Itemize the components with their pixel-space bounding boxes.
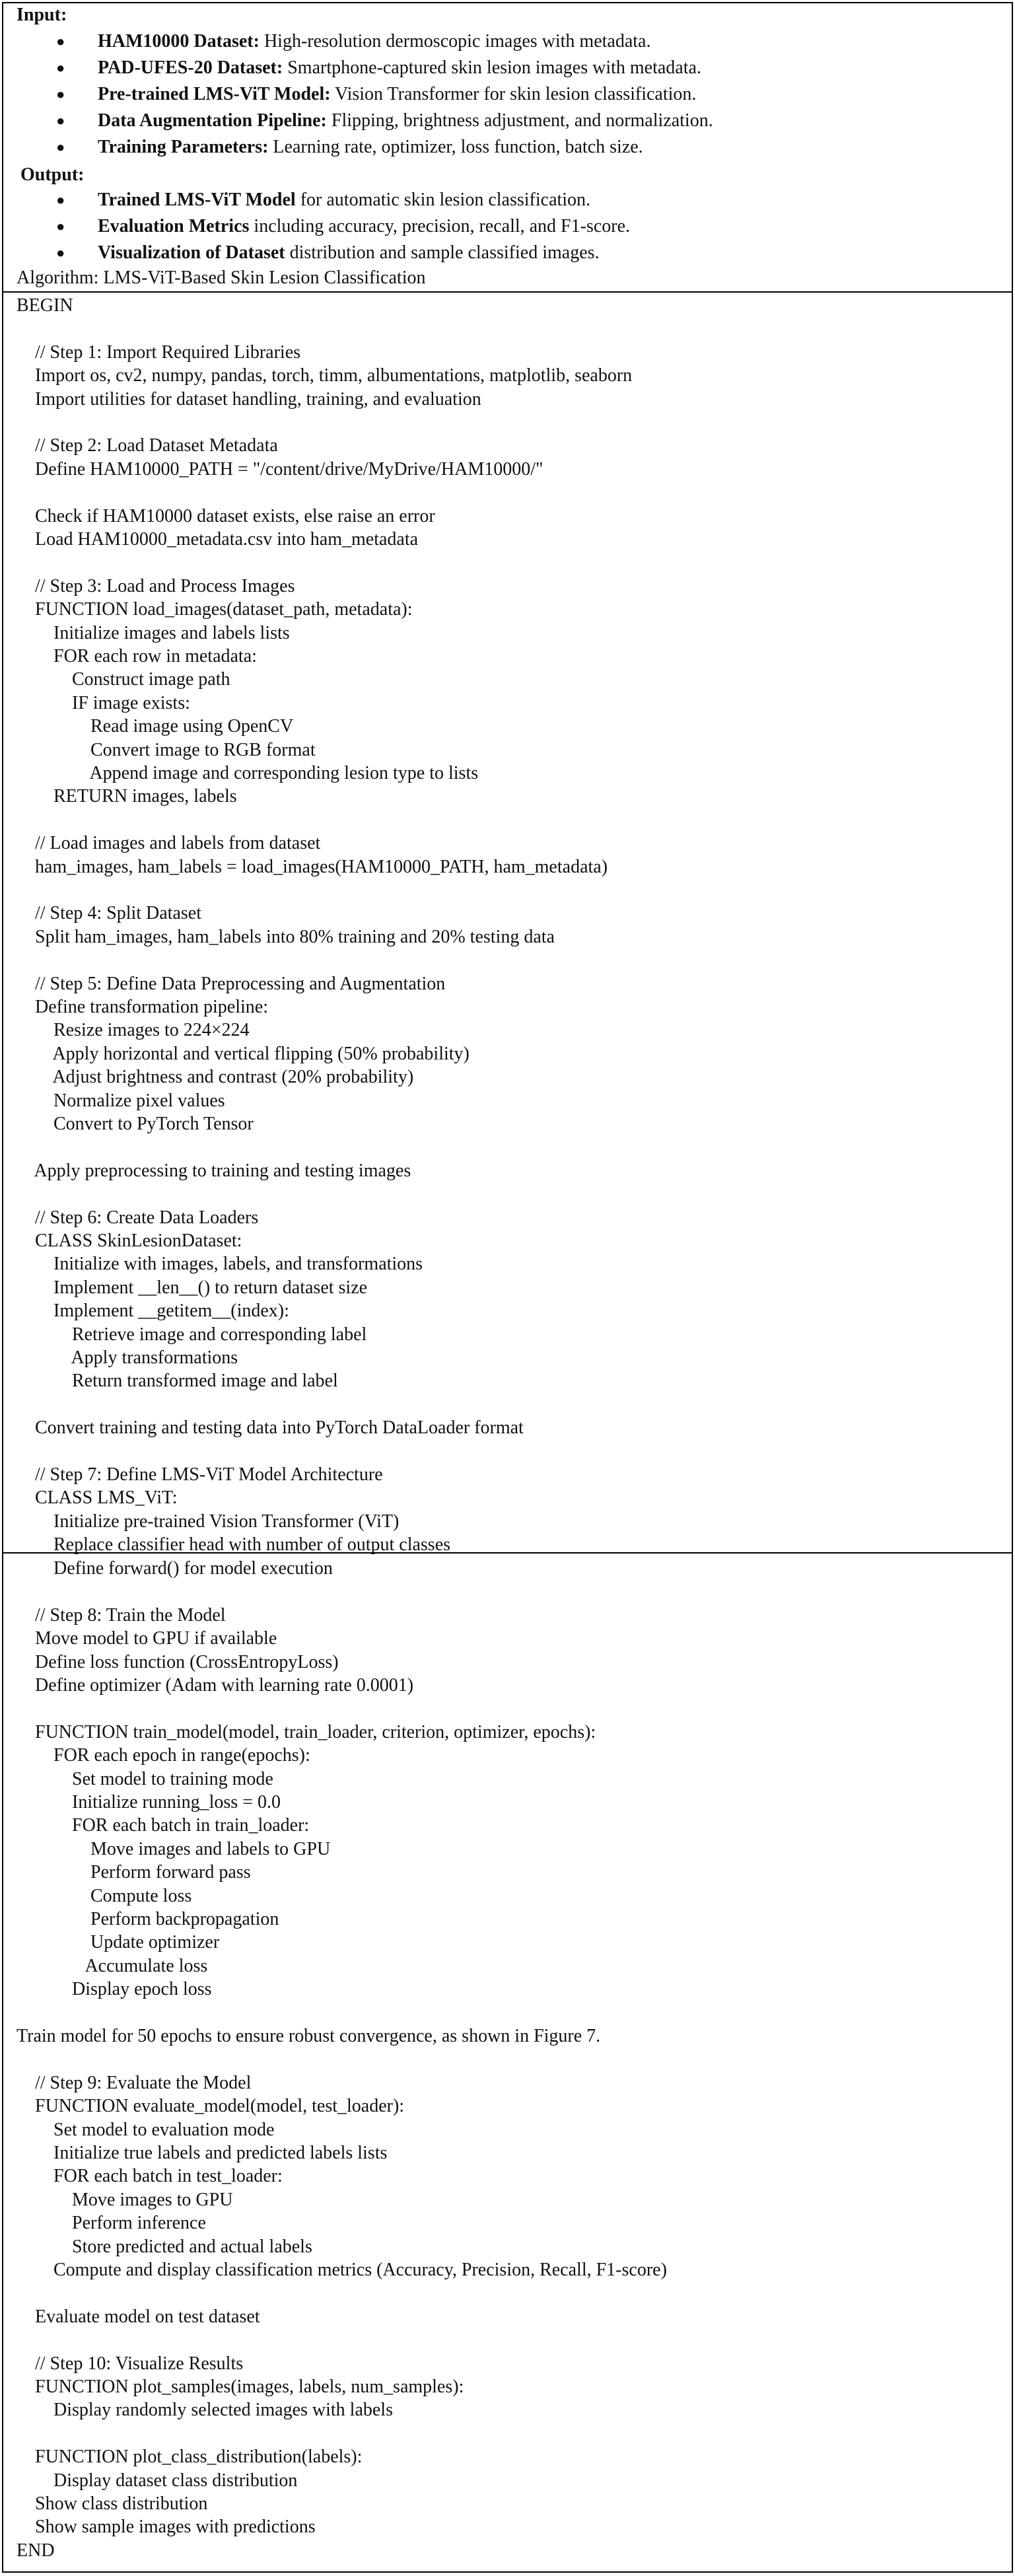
input-item-description: High-resolution dermoscopic images with metadata. — [259, 31, 651, 52]
code-line: Implement __len__() to return dataset size — [17, 1277, 368, 1298]
code-line: // Step 10: Visualize Results — [17, 2353, 244, 2374]
output-label: Output: — [20, 164, 85, 185]
code-line: Replace classifier head with number of output classes — [17, 1534, 451, 1556]
code-line: FOR each row in metadata: — [17, 646, 257, 666]
code-line: Convert training and testing data into PyTorch DataLoader format — [17, 1417, 524, 1439]
code-line: FUNCTION load_images(dataset_path, metadata): — [17, 599, 413, 620]
input-item — [98, 31, 650, 52]
bullet-icon: ● — [56, 33, 65, 50]
bullet-icon: ● — [56, 59, 65, 76]
input-item — [98, 137, 643, 158]
code-line: Define optimizer (Adam with learning rate 0.0001) — [17, 1675, 414, 1696]
output-item — [98, 242, 600, 264]
output-item-term: Visualization of Dataset — [98, 242, 285, 263]
code-line: Move images and labels to GPU — [17, 1838, 331, 1859]
code-line: // Step 1: Import Required Libraries — [17, 341, 301, 363]
code-line: Set model to evaluation mode — [17, 2119, 275, 2140]
code-line: Load HAM10000_metadata.csv into ham_metadata — [17, 529, 419, 550]
code-line: Update optimizer — [17, 1932, 220, 1953]
input-item — [98, 110, 713, 131]
code-line: Apply transformations — [17, 1347, 238, 1368]
input-item — [98, 84, 696, 105]
input-item-term: Training Parameters: — [98, 137, 269, 157]
code-line: Split ham_images, ham_labels into 80% training and 20% testing data — [17, 926, 555, 947]
code-line: Display epoch loss — [17, 1979, 212, 2000]
code-line: Initialize pre-trained Vision Transformer (ViT) — [17, 1511, 400, 1532]
bullet-icon: ● — [56, 192, 65, 208]
code-line: FOR each batch in test_loader: — [17, 2166, 283, 2187]
code-line: Import os, cv2, numpy, pandas, torch, timm, albumentations, matplotlib, seaborn — [17, 365, 633, 386]
code-line: END — [17, 2540, 55, 2561]
code-line: IF image exists: — [17, 692, 190, 713]
output-item — [98, 190, 590, 211]
code-line: Move model to GPU if available — [17, 1628, 277, 1649]
bullet-icon: ● — [56, 218, 65, 234]
input-item-description: Smartphone-captured skin lesion images with metadata. — [283, 57, 701, 78]
code-line: // Step 7: Define LMS-ViT Model Architecture — [17, 1464, 383, 1485]
code-line: FOR each batch in train_loader: — [17, 1815, 310, 1836]
bullet-icon: ● — [56, 139, 65, 155]
code-line: Normalize pixel values — [17, 1090, 225, 1111]
bullet-icon: ● — [56, 112, 65, 129]
code-line: Apply preprocessing to training and testing images — [17, 1160, 411, 1181]
input-item-term: PAD-UFES-20 Dataset: — [98, 57, 283, 78]
code-line: Accumulate loss — [17, 1955, 208, 1976]
code-line: // Load images and labels from dataset — [17, 833, 321, 854]
code-line: CLASS LMS_ViT: — [17, 1487, 178, 1509]
code-line: Implement __getitem__(index): — [17, 1301, 289, 1322]
output-item-description: for automatic skin lesion classification. — [295, 190, 591, 210]
code-line: Import utilities for dataset handling, training, and evaluation — [17, 388, 481, 410]
output-item-description: including accuracy, precision, recall, and F1-score. — [249, 216, 631, 236]
code-line: Retrieve image and corresponding label — [17, 1324, 367, 1345]
code-line: Adjust brightness and contrast (20% probability) — [17, 1067, 414, 1088]
code-line: FUNCTION plot_class_distribution(labels): — [17, 2447, 363, 2468]
code-line: Evaluate model on test dataset — [17, 2306, 260, 2327]
code-line: BEGIN — [17, 295, 73, 316]
code-line: Define transformation pipeline: — [17, 997, 268, 1017]
algorithm-caption: Algorithm: LMS-ViT-Based Skin Lesion Classification — [17, 268, 426, 288]
code-line: Show sample images with predictions — [17, 2517, 316, 2538]
code-line: Return transformed image and label — [17, 1371, 338, 1392]
code-line: Append image and corresponding lesion type to lists — [17, 763, 479, 783]
input-item-description: Vision Transformer for skin lesion classification. — [330, 84, 697, 104]
code-line: Initialize running_loss = 0.0 — [17, 1792, 281, 1812]
code-line: Display dataset class distribution — [17, 2470, 298, 2491]
code-line: Define HAM10000_PATH = "/content/drive/MyDrive/HAM10000/" — [17, 458, 543, 480]
code-line: Display randomly selected images with labels — [17, 2400, 393, 2421]
code-line: // Step 3: Load and Process Images — [17, 575, 295, 596]
input-label: Input: — [17, 5, 67, 25]
code-line: FUNCTION train_model(model, train_loader, criterion, optimizer, epochs): — [17, 1721, 596, 1742]
code-line: Show class distribution — [17, 2493, 208, 2514]
code-line: Apply horizontal and vertical flipping (50% probability) — [17, 1043, 470, 1064]
output-item-term: Trained LMS-ViT Model — [98, 190, 296, 210]
code-line: Compute and display classification metrics (Accuracy, Precision, Recall, F1-score) — [17, 2260, 667, 2280]
bullet-icon: ● — [56, 244, 65, 261]
code-line: Initialize with images, labels, and transformations — [17, 1254, 423, 1275]
divider-top — [3, 291, 1012, 293]
code-line: Set model to training mode — [17, 1768, 273, 1789]
code-line: Perform inference — [17, 2213, 206, 2234]
code-line: ham_images, ham_labels = load_images(HAM10000_PATH, ham_metadata) — [17, 856, 608, 877]
bullet-icon: ● — [56, 86, 65, 102]
code-line: Perform backpropagation — [17, 1909, 279, 1929]
code-line: Read image using OpenCV — [17, 716, 294, 737]
code-line: // Step 6: Create Data Loaders — [17, 1207, 259, 1228]
input-item-term: HAM10000 Dataset: — [98, 31, 260, 52]
code-line: Convert to PyTorch Tensor — [17, 1114, 254, 1134]
input-item — [98, 57, 701, 79]
divider-middle — [3, 1552, 1012, 1554]
code-line: // Step 5: Define Data Preprocessing and Augmentation — [17, 973, 446, 994]
input-item-description: Learning rate, optimizer, loss function, batch size. — [268, 137, 643, 157]
code-line: Move images to GPU — [17, 2189, 233, 2210]
code-line: FUNCTION plot_samples(images, labels, num_samples): — [17, 2377, 464, 2397]
code-line: Initialize images and labels lists — [17, 622, 290, 643]
code-line: // Step 4: Split Dataset — [17, 903, 201, 924]
input-item-description: Flipping, brightness adjustment, and normalization. — [326, 110, 713, 131]
output-item-term: Evaluation Metrics — [98, 216, 250, 236]
code-line: // Step 8: Train the Model — [17, 1604, 226, 1626]
code-line: Define loss function (CrossEntropyLoss) — [17, 1651, 339, 1672]
code-line: Initialize true labels and predicted labels lists — [17, 2143, 388, 2163]
code-line: Construct image path — [17, 669, 230, 690]
code-line: FOR each epoch in range(epochs): — [17, 1745, 310, 1766]
code-line: Convert image to RGB format — [17, 739, 316, 760]
code-line: RETURN images, labels — [17, 786, 237, 807]
code-line: CLASS SkinLesionDataset: — [17, 1231, 242, 1251]
algorithm-box — [2, 2, 1013, 2573]
output-item-description: distribution and sample classified images. — [285, 242, 600, 263]
code-line: FUNCTION evaluate_model(model, test_loader): — [17, 2096, 405, 2117]
output-item — [98, 216, 630, 237]
input-item-term: Pre-trained LMS-ViT Model: — [98, 84, 331, 104]
code-line: Perform forward pass — [17, 1862, 251, 1883]
code-line: Compute loss — [17, 1885, 192, 1906]
code-line: Define forward() for model execution — [17, 1558, 333, 1579]
code-line: // Step 9: Evaluate the Model — [17, 2072, 252, 2093]
code-line: Store predicted and actual labels — [17, 2236, 312, 2257]
code-line: // Step 2: Load Dataset Metadata — [17, 435, 278, 456]
code-line: Resize images to 224×224 — [17, 1020, 250, 1041]
input-item-term: Data Augmentation Pipeline: — [98, 110, 327, 131]
code-line: Check if HAM10000 dataset exists, else raise an error — [17, 505, 435, 526]
code-line: Train model for 50 epochs to ensure robust convergence, as shown in Figure 7. — [17, 2026, 601, 2046]
